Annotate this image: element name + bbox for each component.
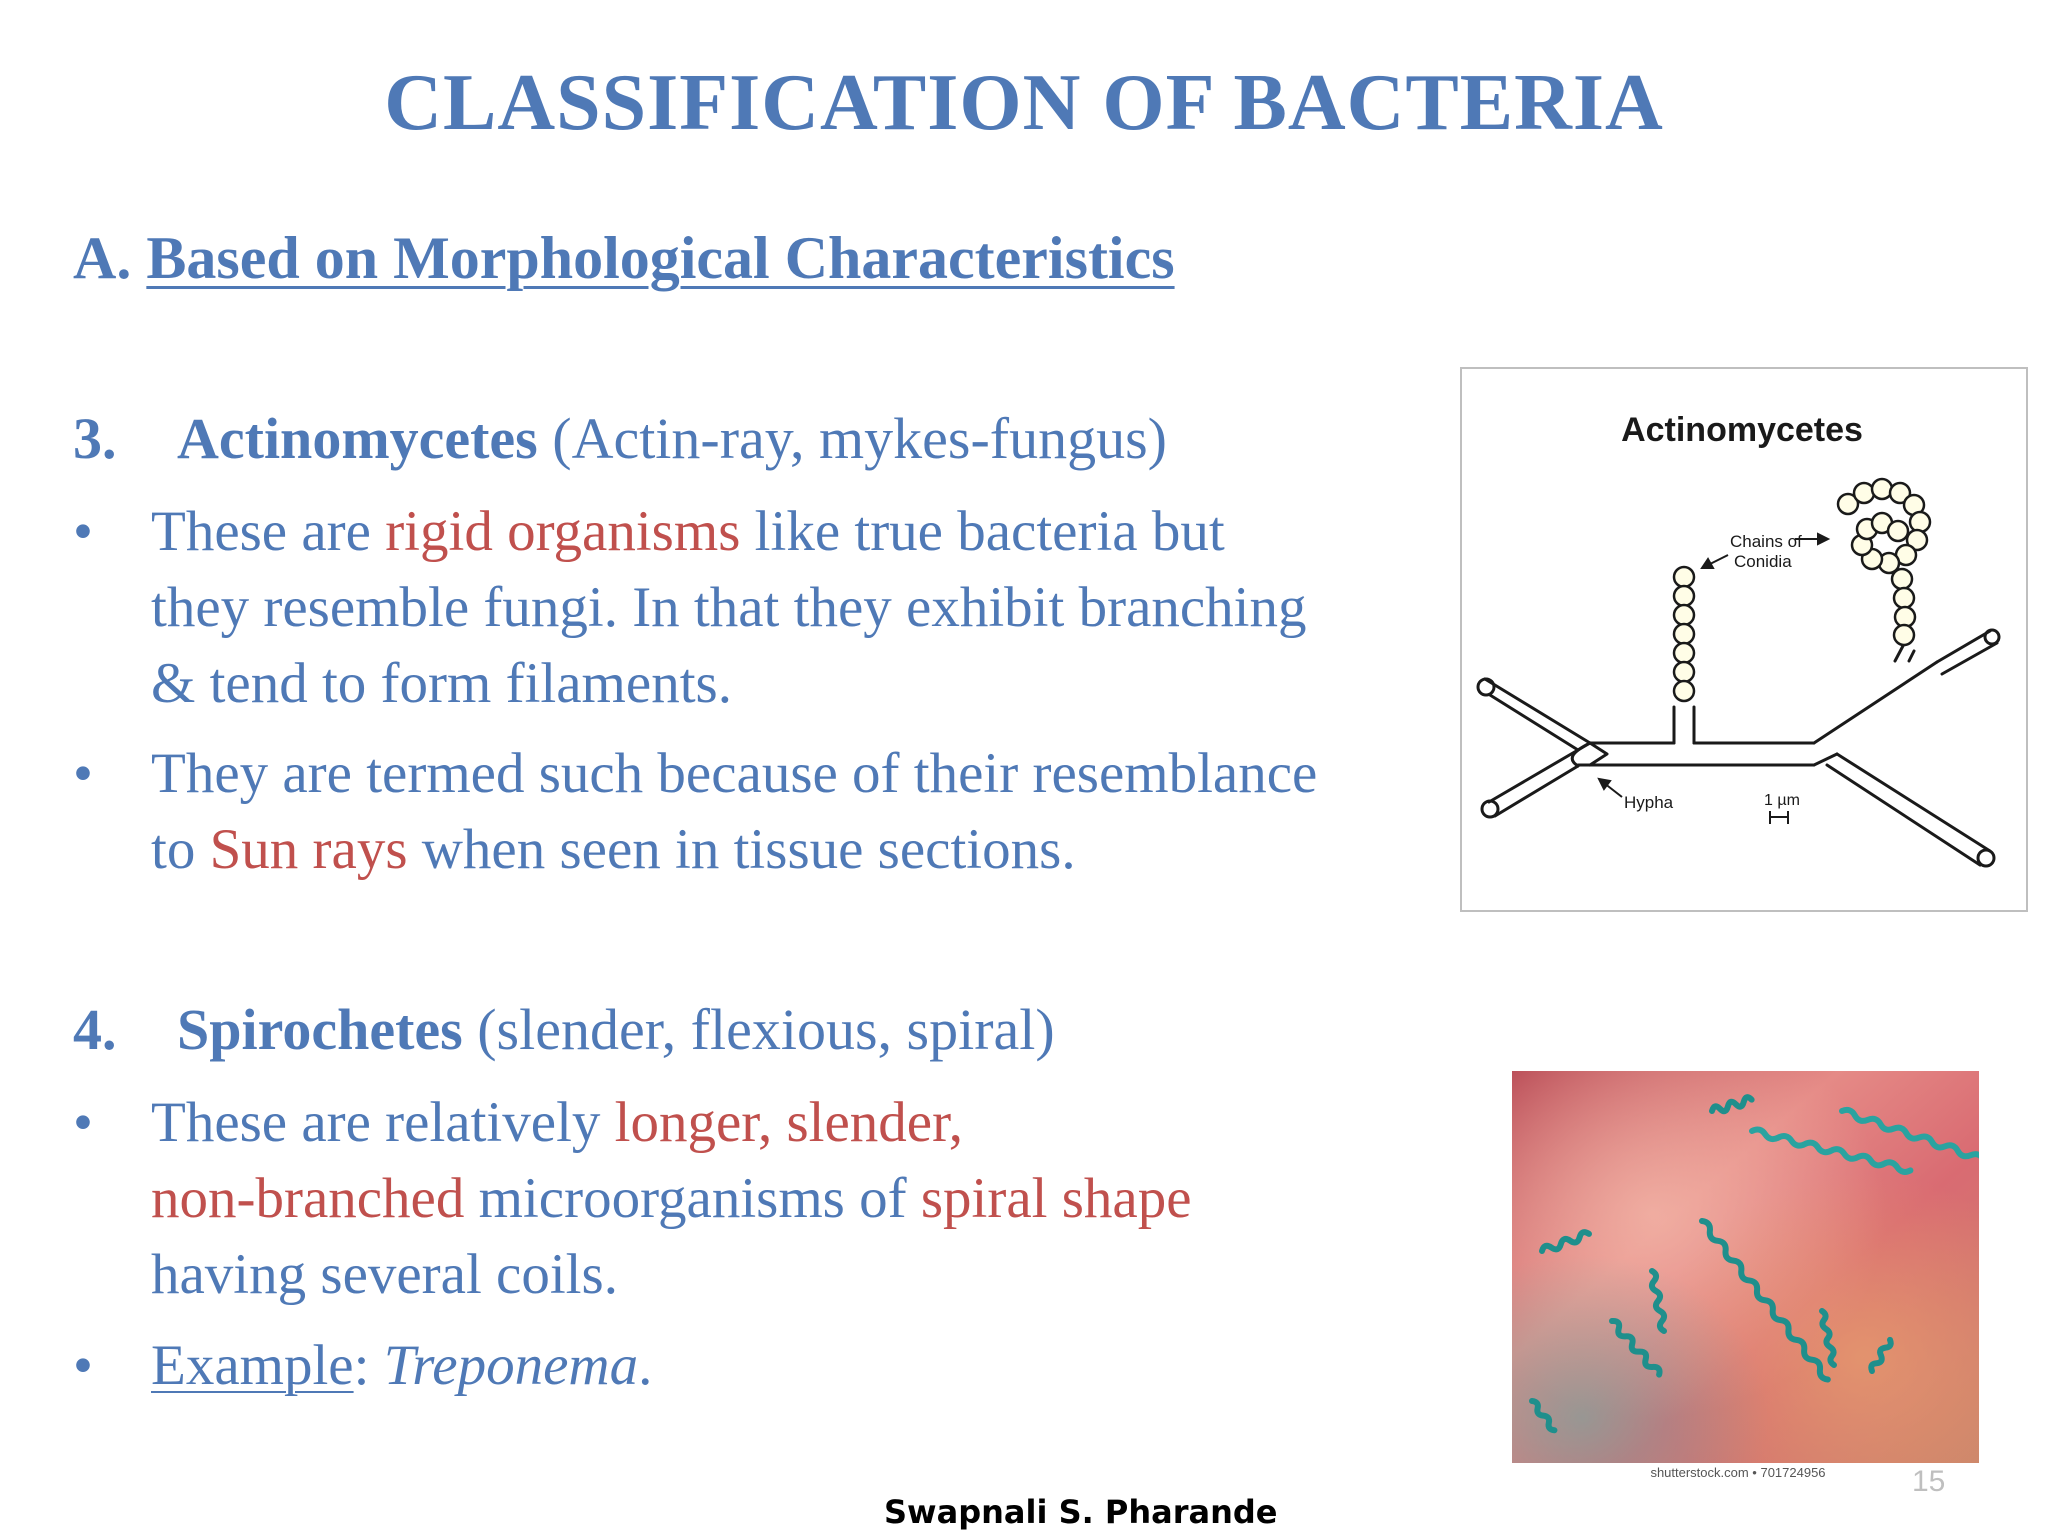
item-etymology: (slender, flexious, spiral)	[477, 997, 1055, 1062]
text-run: .	[638, 1334, 653, 1397]
spirochetes-photo	[1512, 1071, 1979, 1481]
text-run: when seen in tissue sections.	[407, 818, 1076, 881]
actinomycetes-illustration	[1462, 369, 2026, 910]
item-term: Spirochetes	[177, 997, 463, 1062]
bullet-text	[151, 736, 1531, 888]
text-run: microorganisms of	[464, 1167, 921, 1230]
bullet-text	[151, 494, 1531, 722]
text-run: & tend to form filaments.	[151, 652, 732, 715]
photo-watermark: shutterstock.com • 701724956	[1650, 1465, 1826, 1480]
highlight-non-branched: non-branched	[151, 1167, 465, 1230]
item-number: 3.	[73, 406, 117, 471]
chains-label-1: Chains of	[1730, 532, 1802, 551]
scale-label: 1 µm	[1764, 792, 1800, 809]
bullet-dot: •	[73, 742, 93, 805]
chains-label-2: Conidia	[1734, 552, 1792, 571]
actinomycetes-diagram	[1460, 367, 2028, 912]
section-heading	[73, 224, 1175, 293]
bullet-dot: •	[73, 500, 93, 563]
author-credit: Swapnali S. Pharande	[884, 1493, 1278, 1531]
bullet-text	[151, 1328, 1531, 1404]
item-term: Actinomycetes	[177, 406, 538, 471]
highlight-spiral-shape: spiral shape	[920, 1167, 1192, 1230]
bullet-text	[151, 1085, 1531, 1313]
slide-title: CLASSIFICATION OF BACTERIA	[384, 59, 1664, 147]
text-run: :	[353, 1334, 384, 1397]
spirochetes-illustration	[1512, 1071, 1979, 1481]
text-run: These are	[151, 500, 386, 563]
example-genus: Treponema	[383, 1334, 639, 1397]
page-number: 15	[1912, 1465, 1946, 1498]
bullet-dot: •	[73, 1091, 93, 1154]
highlight-longer-slender: longer, slender,	[614, 1091, 964, 1154]
example-label: Example	[151, 1334, 354, 1397]
section-title: Based on Morphological Characteristics	[146, 225, 1175, 291]
text-run: to	[151, 818, 210, 881]
text-run: These are relatively	[151, 1091, 615, 1154]
bullet-dot: •	[73, 1334, 93, 1397]
text-run: having several coils.	[151, 1243, 618, 1306]
text-run: they resemble fungi. In that they exhibit branching	[151, 576, 1307, 639]
section-prefix: A.	[73, 225, 132, 291]
item-heading-actinomycetes	[73, 405, 1167, 472]
highlight-rigid-organisms: rigid organisms	[385, 500, 741, 563]
text-run: like true bacteria but	[740, 500, 1225, 563]
item-number: 4.	[73, 997, 117, 1062]
diagram-title: Actinomycetes	[1621, 411, 1863, 449]
item-heading-spirochetes	[73, 996, 1055, 1063]
text-run: They are termed such because of their resemblance	[151, 742, 1318, 805]
item-etymology: (Actin-ray, mykes-fungus)	[552, 406, 1167, 471]
highlight-sun-rays: Sun rays	[209, 818, 408, 881]
hypha-label: Hypha	[1624, 793, 1674, 812]
